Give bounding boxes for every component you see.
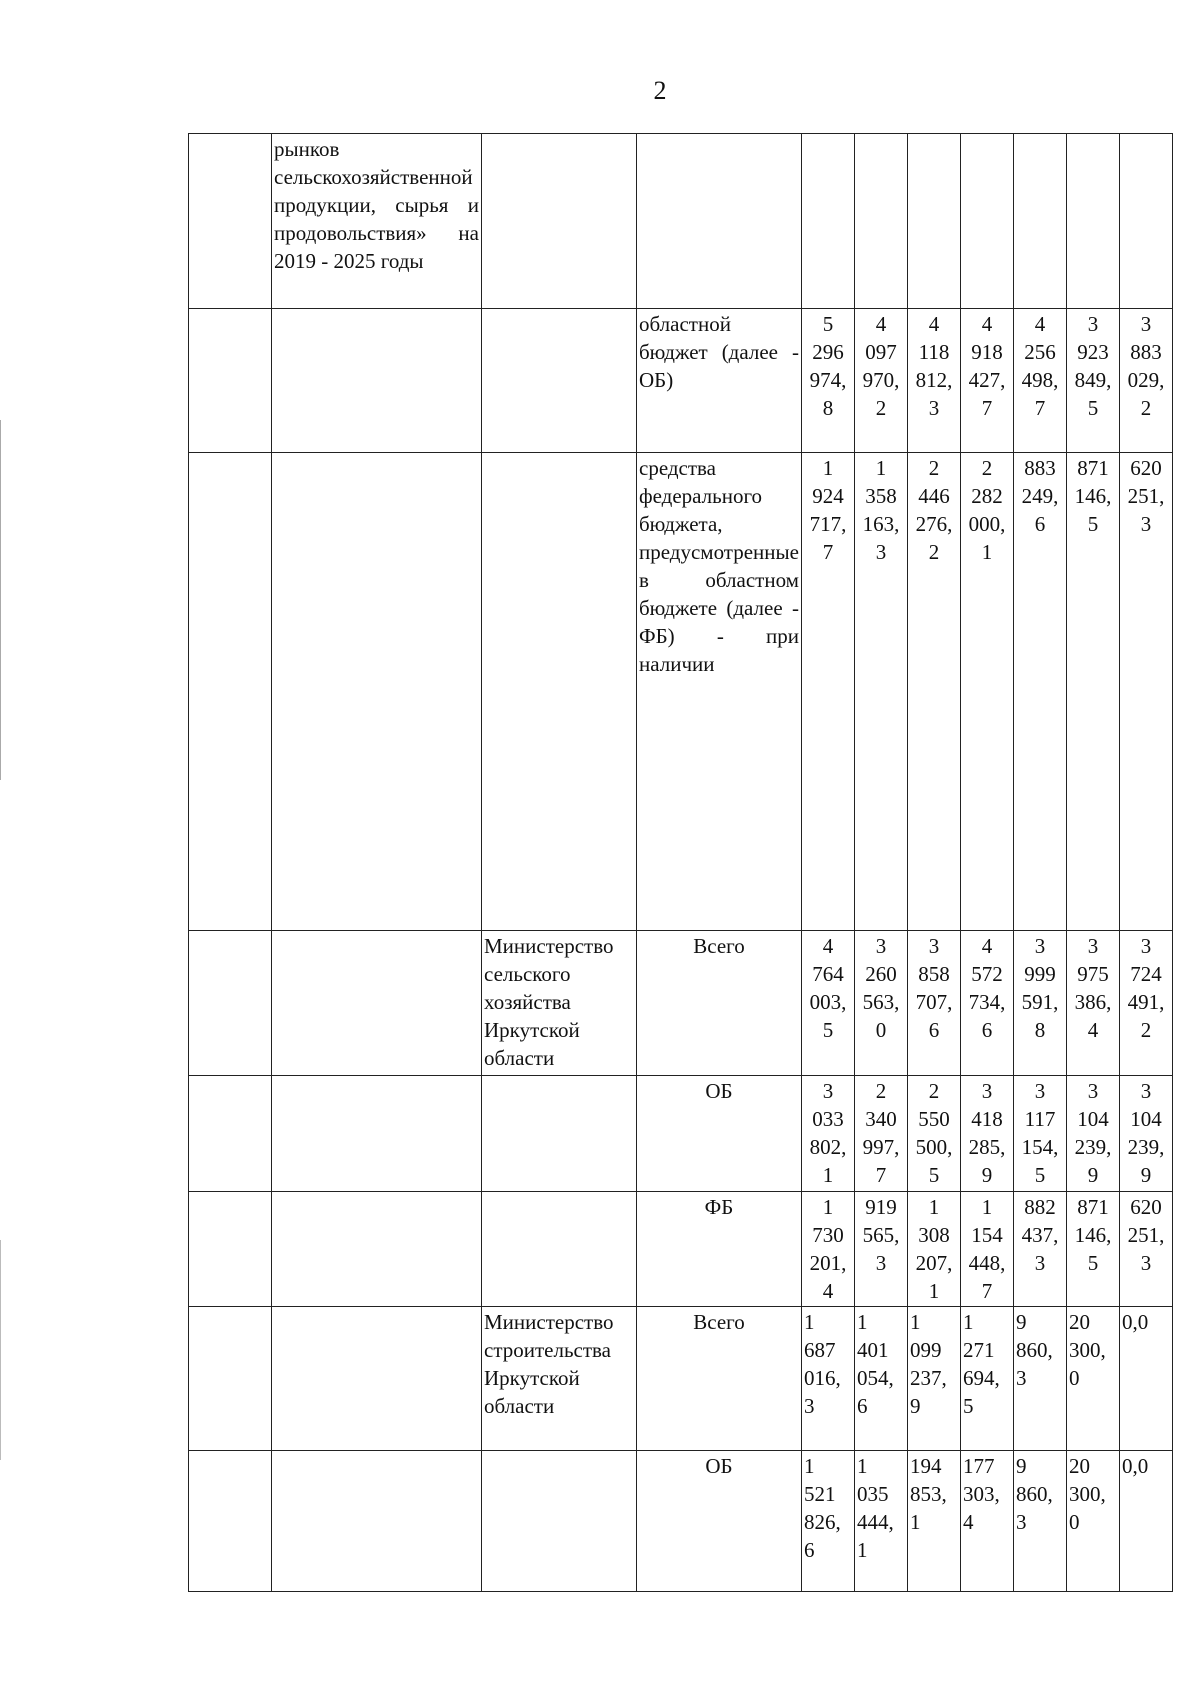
year-value-cell: 1 154 448, 7 — [960, 1192, 1013, 1307]
year-value-cell: 3 117 154, 5 — [1013, 1076, 1066, 1192]
year-value-cell: 883 249, 6 — [1013, 453, 1066, 931]
funding-source-cell: Всего — [637, 1307, 802, 1451]
year-value-cell: 1 308 207, 1 — [907, 1192, 960, 1307]
year-value-cell: 1 358 163, 3 — [854, 453, 907, 931]
year-value-cell: 4 918 427, 7 — [960, 309, 1013, 453]
table-row — [189, 453, 1173, 931]
scan-edge-mark — [0, 420, 1, 780]
year-value-cell: 177 303, 4 — [960, 1451, 1013, 1592]
table-row — [189, 309, 1173, 453]
funding-source-cell: областной бюджет (далее - ОБ) — [637, 309, 802, 453]
year-value-cell: 0,0 — [1119, 1451, 1172, 1592]
year-value-cell: 1 271 694, 5 — [960, 1307, 1013, 1451]
row-number-cell — [189, 931, 272, 1076]
executor-cell: Министерство сельского хозяйства Иркутской области — [482, 931, 637, 1076]
funding-source-cell — [637, 134, 802, 309]
year-value-cell: 3 923 849, 5 — [1066, 309, 1119, 453]
row-number-cell — [189, 1307, 272, 1451]
year-value-cell: 0,0 — [1119, 1307, 1172, 1451]
executor-cell — [482, 1076, 637, 1192]
scan-edge-mark — [0, 1240, 1, 1460]
year-value-cell: 3 033 802, 1 — [801, 1076, 854, 1192]
year-value-cell: 3 999 591, 8 — [1013, 931, 1066, 1076]
year-value-cell: 3 104 239, 9 — [1119, 1076, 1172, 1192]
year-value-cell: 4 256 498, 7 — [1013, 309, 1066, 453]
program-name-cell — [272, 931, 482, 1076]
row-number-cell — [189, 134, 272, 309]
year-value-cell: 2 550 500, 5 — [907, 1076, 960, 1192]
year-value-cell: 4 764 003, 5 — [801, 931, 854, 1076]
row-number-cell — [189, 1451, 272, 1592]
year-value-cell — [854, 134, 907, 309]
funding-source-cell: средства федерального бюджета, предусмотренные в областном бюджете (далее - ФБ) - при наличии — [637, 453, 802, 931]
year-value-cell: 1 521 826, 6 — [801, 1451, 854, 1592]
year-value-cell: 3 883 029, 2 — [1119, 309, 1172, 453]
page-number: 2 — [653, 76, 667, 105]
program-name-cell — [272, 309, 482, 453]
year-value-cell — [1119, 134, 1172, 309]
year-value-cell — [1013, 134, 1066, 309]
year-value-cell: 1 099 237, 9 — [907, 1307, 960, 1451]
year-value-cell: 9 860, 3 — [1013, 1451, 1066, 1592]
year-value-cell: 1 924 717, 7 — [801, 453, 854, 931]
year-value-cell: 3 724 491, 2 — [1119, 931, 1172, 1076]
year-value-cell — [1066, 134, 1119, 309]
row-number-cell — [189, 1076, 272, 1192]
year-value-cell: 4 118 812, 3 — [907, 309, 960, 453]
program-name-cell — [272, 1192, 482, 1307]
year-value-cell: 3 858 707, 6 — [907, 931, 960, 1076]
year-value-cell: 20 300, 0 — [1066, 1307, 1119, 1451]
executor-cell — [482, 453, 637, 931]
row-number-cell — [189, 453, 272, 931]
year-value-cell: 871 146, 5 — [1066, 453, 1119, 931]
funding-source-cell: Всего — [637, 931, 802, 1076]
funding-source-cell: ОБ — [637, 1076, 802, 1192]
year-value-cell — [960, 134, 1013, 309]
year-value-cell: 871 146, 5 — [1066, 1192, 1119, 1307]
year-value-cell: 1 730 201, 4 — [801, 1192, 854, 1307]
year-value-cell: 3 104 239, 9 — [1066, 1076, 1119, 1192]
table-row — [189, 134, 1173, 309]
year-value-cell: 1 401 054, 6 — [854, 1307, 907, 1451]
year-value-cell: 919 565, 3 — [854, 1192, 907, 1307]
executor-cell: Министерство строительства Иркутской области — [482, 1307, 637, 1451]
budget-table — [188, 133, 1173, 1592]
year-value-cell: 194 853, 1 — [907, 1451, 960, 1592]
program-name-cell — [272, 1451, 482, 1592]
year-value-cell: 4 097 970, 2 — [854, 309, 907, 453]
year-value-cell: 2 446 276, 2 — [907, 453, 960, 931]
funding-source-cell: ФБ — [637, 1192, 802, 1307]
year-value-cell: 20 300, 0 — [1066, 1451, 1119, 1592]
year-value-cell: 2 282 000, 1 — [960, 453, 1013, 931]
year-value-cell: 882 437, 3 — [1013, 1192, 1066, 1307]
year-value-cell: 3 260 563, 0 — [854, 931, 907, 1076]
table-row — [189, 1451, 1173, 1592]
row-number-cell — [189, 1192, 272, 1307]
program-name-cell — [272, 1076, 482, 1192]
year-value-cell: 2 340 997, 7 — [854, 1076, 907, 1192]
table-row — [189, 1076, 1173, 1192]
table-row — [189, 1192, 1173, 1307]
funding-source-cell: ОБ — [637, 1451, 802, 1592]
year-value-cell: 3 418 285, 9 — [960, 1076, 1013, 1192]
year-value-cell: 9 860, 3 — [1013, 1307, 1066, 1451]
executor-cell — [482, 134, 637, 309]
program-name-cell — [272, 1307, 482, 1451]
year-value-cell: 620 251, 3 — [1119, 453, 1172, 931]
executor-cell — [482, 309, 637, 453]
year-value-cell — [801, 134, 854, 309]
year-value-cell: 3 975 386, 4 — [1066, 931, 1119, 1076]
year-value-cell: 5 296 974, 8 — [801, 309, 854, 453]
year-value-cell: 4 572 734, 6 — [960, 931, 1013, 1076]
row-number-cell — [189, 309, 272, 453]
executor-cell — [482, 1192, 637, 1307]
program-name-cell: рынков сельскохозяйственной продукции, сырья и продовольствия» на 2019 - 2025 годы — [272, 134, 482, 309]
table-row — [189, 931, 1173, 1076]
year-value-cell: 1 687 016, 3 — [801, 1307, 854, 1451]
year-value-cell — [907, 134, 960, 309]
table-row — [189, 1307, 1173, 1451]
year-value-cell: 1 035 444, 1 — [854, 1451, 907, 1592]
year-value-cell: 620 251, 3 — [1119, 1192, 1172, 1307]
program-name-cell — [272, 453, 482, 931]
executor-cell — [482, 1451, 637, 1592]
